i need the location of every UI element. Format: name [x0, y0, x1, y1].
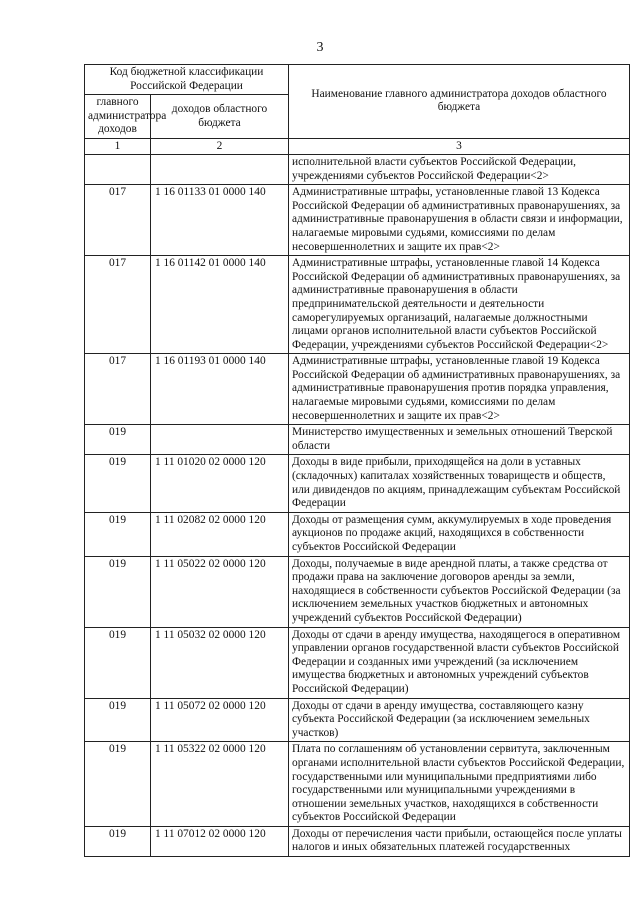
admin-code-cell: 019: [85, 742, 151, 827]
income-name-cell: Административные штрафы, установленные главой 13 Кодекса Российской Федерации об административных правонарушениях, за административные правонарушения в области связи и информации, налагаемые мировыми судьями, комиссиями по делам несовершеннолетних и защите их прав<2>: [289, 185, 630, 256]
admin-code-cell: 017: [85, 354, 151, 425]
header-number-1: 1: [85, 138, 151, 154]
table-row: [85, 512, 630, 556]
income-name-cell: Административные штрафы, установленные главой 19 Кодекса Российской Федерации об административных правонарушениях, за административные правонарушения против порядка управления, налагаемые мировыми судьями, комиссиями по делам несовершеннолетних и защите их прав<2>: [289, 354, 630, 425]
table-row: [85, 826, 630, 856]
admin-code-cell: 019: [85, 826, 151, 856]
table-row: [85, 185, 630, 256]
admin-code-cell: 019: [85, 556, 151, 627]
header-name-column: Наименование главного администратора доходов областного бюджета: [289, 65, 630, 139]
table-row: [85, 455, 630, 512]
budget-code-cell: 1 11 05072 02 0000 120: [151, 698, 289, 742]
income-name-cell: Доходы от сдачи в аренду имущества, находящегося в оперативном управлении органов государственной власти субъектов Российской Федерации и созданных ими учреждений (за исключением имущества бюджетных и автономных учреждений субъектов Российской Федерации): [289, 627, 630, 698]
admin-code-cell: 019: [85, 512, 151, 556]
budget-code-cell: 1 11 05022 02 0000 120: [151, 556, 289, 627]
admin-code-cell: 017: [85, 185, 151, 256]
header-admin-column: главного администратора доходов: [85, 95, 151, 139]
budget-code-cell: [151, 154, 289, 184]
income-name-cell: Доходы в виде прибыли, приходящейся на доли в уставных (складочных) капиталах хозяйственных товариществ и обществ, или дивидендов по акциям, принадлежащим субъектам Российской Федерации: [289, 455, 630, 512]
header-group-title: Код бюджетной классификации Российской Федерации: [85, 65, 289, 95]
table-header: [85, 65, 630, 155]
budget-code-cell: 1 16 01133 01 0000 140: [151, 185, 289, 256]
income-name-cell: Министерство имущественных и земельных отношений Тверской области: [289, 425, 630, 455]
header-number-3: 3: [289, 138, 630, 154]
income-name-cell: Доходы от размещения сумм, аккумулируемых в ходе проведения аукционов по продаже акций, находящихся в собственности субъектов Российской Федерации: [289, 512, 630, 556]
table-row: [85, 354, 630, 425]
budget-code-cell: 1 11 01020 02 0000 120: [151, 455, 289, 512]
budget-code-cell: 1 11 05322 02 0000 120: [151, 742, 289, 827]
budget-code-cell: [151, 425, 289, 455]
table-row: [85, 742, 630, 827]
income-name-cell: Плата по соглашениям об установлении сервитута, заключенным органами исполнительной власти субъектов Российской Федерации, государственными или муниципальными предприятиями либо государственными или муниципальными учреждениями в отношении земельных участков, находящихся в собственности субъектов Российской Федерации: [289, 742, 630, 827]
table-body: [85, 154, 630, 856]
budget-classification-table: [84, 64, 630, 857]
income-name-cell: Доходы, получаемые в виде арендной платы, а также средства от продажи права на заключение договоров аренды за земли, находящиеся в собственности субъектов Российской Федерации (за исключением земельных участков бюджетных и автономных учреждений субъектов Российской Федерации): [289, 556, 630, 627]
section-header-row: [85, 425, 630, 455]
budget-code-cell: 1 11 07012 02 0000 120: [151, 826, 289, 856]
table-row: [85, 627, 630, 698]
admin-code-cell: 019: [85, 455, 151, 512]
table-row: [85, 556, 630, 627]
header-code-column: доходов областного бюджета: [151, 95, 289, 139]
income-name-cell: исполнительной власти субъектов Российской Федерации, учреждениями субъектов Российской Федерации<2>: [289, 154, 630, 184]
admin-code-cell: [85, 154, 151, 184]
budget-code-cell: 1 16 01142 01 0000 140: [151, 256, 289, 354]
income-name-cell: Доходы от сдачи в аренду имущества, составляющего казну субъекта Российской Федерации (за исключением земельных участков): [289, 698, 630, 742]
income-name-cell: Административные штрафы, установленные главой 14 Кодекса Российской Федерации об административных правонарушениях, за административные правонарушения в области предпринимательской деятельности и деятельности саморегулируемых организаций, налагаемые должностными лицами органов исполнительной власти субъектов Российской Федерации, учреждениями субъектов Российской Федерации<2>: [289, 256, 630, 354]
table-row: [85, 256, 630, 354]
table-row: [85, 154, 630, 184]
budget-code-cell: 1 16 01193 01 0000 140: [151, 354, 289, 425]
budget-code-cell: 1 11 05032 02 0000 120: [151, 627, 289, 698]
budget-code-cell: 1 11 02082 02 0000 120: [151, 512, 289, 556]
admin-code-cell: 019: [85, 698, 151, 742]
admin-code-cell: 017: [85, 256, 151, 354]
page-number: 3: [316, 40, 324, 55]
admin-code-cell: 019: [85, 425, 151, 455]
admin-code-cell: 019: [85, 627, 151, 698]
header-number-2: 2: [151, 138, 289, 154]
income-name-cell: Доходы от перечисления части прибыли, остающейся после уплаты налогов и иных обязательных платежей государственных: [289, 826, 630, 856]
table-row: [85, 698, 630, 742]
